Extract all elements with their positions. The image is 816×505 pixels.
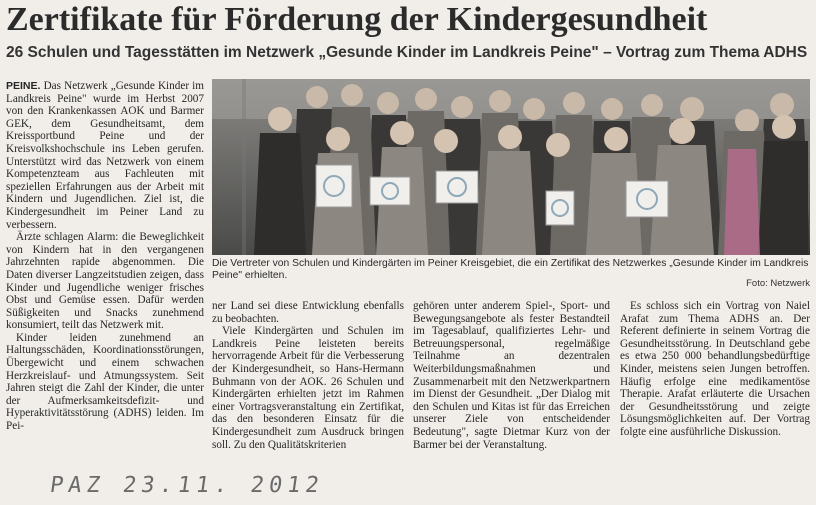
photo-credit: Foto: Netzwerk bbox=[746, 278, 810, 289]
article-paragraph: Kinder leiden zunehmend an Haltungsschäden, Koordinationsstörungen, Übergewicht und einem schwachen Herzkreislauf- und Atmungssystem. Seit Jahren steigt die Zahl der Kinder, die unter der Aufmerksamkeitsdefizit- und Hyperaktivitätsstörung (ADHS) leiden. Im Pei- bbox=[6, 331, 204, 433]
article-column-4 bbox=[620, 300, 810, 439]
group-photo-image bbox=[212, 79, 810, 255]
dateline: PEINE. bbox=[6, 80, 41, 92]
article-paragraph: ner Land sei diese Entwicklung ebenfalls zu beobachten. bbox=[212, 300, 404, 325]
group-photo bbox=[212, 79, 810, 255]
article-paragraph: Es schloss sich ein Vortrag von Naiel Arafat zum Thema ADHS an. Der Referent definierte in seinem Vortrag die Gesundheitsstörung. In Deutschland gebe es etwa 250 000 behandlungsbedürftige Kinder, meistens seien Jungen betroffen. Häufig erfolge eine medikamentöse Therapie. Arafat erläuterte die Ursachen der Gesundheitsstörung und zeigte Lösungsmöglichkeiten auf. Der Vortrag folgte eine ausführliche Diskussion. bbox=[620, 300, 810, 438]
article-column-3 bbox=[413, 300, 610, 451]
handwritten-note: PAZ 23.11. 2012 bbox=[48, 473, 326, 498]
article-paragraph: Ärzte schlagen Alarm: die Beweglichkeit von Kindern hat in den vergangenen Jahrzehnten rapide abgenommen. Die Daten diverser Langzeitstudien zeigen, dass Kinder und Jugendliche weniger frisches Obst und Gemüse essen. Dafür werden Süßigkeiten und Snacks zunehmend konsumiert, teilt das Netzwerk mit. bbox=[6, 231, 204, 332]
paragraph-text: Das Netzwerk „Gesunde Kinder im Landkreis Peine" wurde im Herbst 2007 von den Krankenkassen AOK und Barmer GEK, dem Gesundheitsamt, dem Kreissportbund Peine und der Kreisvolkshochschule ins Leben gerufen. Unterstützt wird das Netzwerk von einem Kompetenzteam aus Fachleuten mit speziellen Erfahrungen aus der Arbeit mit Kindern und Jugendlichen. Ziel ist, die Kindergesundheit im Peiner Land zu verbessern. bbox=[6, 80, 204, 231]
article-paragraph: gehören unter anderem Spiel-, Sport- und Bewegungsangebote als fester Bestandteil im Tagesablauf, qualifiziertes Lehr- und Betreuungspersonal, regelmäßige Teilnahme an dezentralen Weiterbildungsmaßnahmen und Zusammenarbeit mit den Netzwerkpartnern im Dienst der Gesundheit. „Der Dialog mit den Schulen und Kitas ist für das Erreichen unserer Ziele von entscheidender Bedeutung", sagte Dietmar Kurz von der Barmer bei der Veranstaltung. bbox=[413, 300, 610, 451]
headline: Zertifikate für Förderung der Kindergesundheit bbox=[6, 1, 708, 38]
article-paragraph bbox=[6, 80, 204, 231]
subheadline: 26 Schulen und Tagesstätten im Netzwerk „Gesunde Kinder im Landkreis Peine" – Vortrag zum Thema ADHS bbox=[6, 44, 808, 61]
article-paragraph: Viele Kindergärten und Schulen im Landkreis Peine leisteten bereits hervorragende Arbeit für die Verbesserung der Kindergesundheit, so Hans-Hermann Buhmann von der AOK. 26 Schulen und Kindergärten erhielten jetzt im Rahmen einer Vortragsveranstaltung ein Zertifikat, das den besonderen Einsatz für die Kindergesundheit zum Ausdruck bringen soll. Zu den Qualitätskriterien bbox=[212, 325, 404, 451]
article-column-1 bbox=[6, 80, 204, 433]
article-column-2 bbox=[212, 300, 404, 451]
photo-caption: Die Vertreter von Schulen und Kindergärten im Peiner Kreisgebiet, die ein Zertifikat des Netzwerkes „Gesunde Kinder im Landkreis Peine" erhielten. bbox=[212, 258, 809, 281]
